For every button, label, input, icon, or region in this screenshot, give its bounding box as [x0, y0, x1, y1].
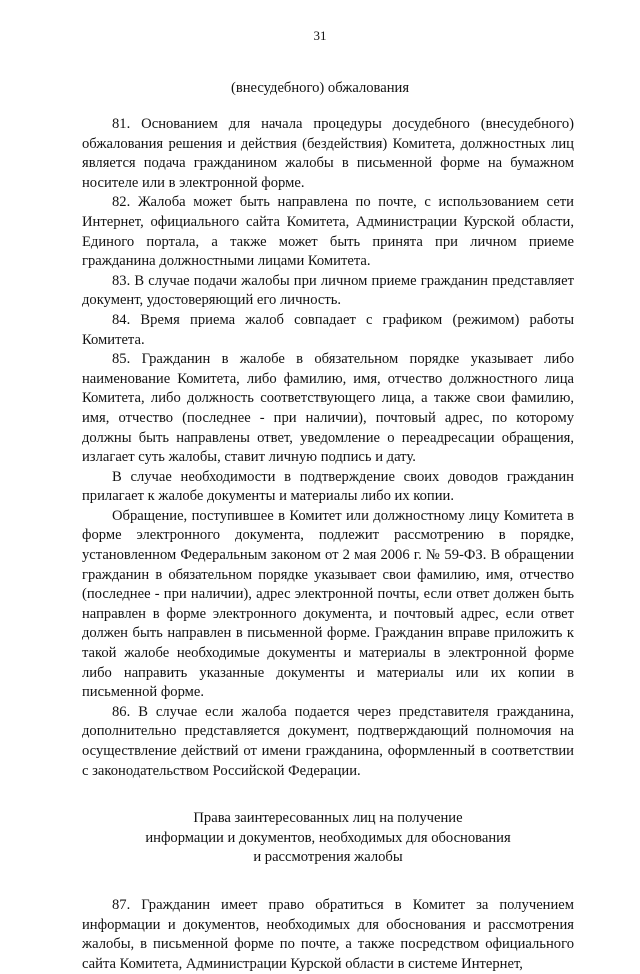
- paragraph-85-electronic-appeal: Обращение, поступившее в Комитет или должностному лицу Комитета в форме электронного документа, подлежит рассмотрению в порядке, установленном Федеральным законом от 2 мая 2006 г. № 59-ФЗ. В обращении гражданин в обязательном порядке указывает свои фамилию, имя, отчество (последнее - при наличии), адрес электронной почты, если ответ должен быть направлен в форме электронного документа, и почтовый адрес, если ответ должен быть направлен в письменной форме. Гражданин вправе приложить к такой жалобе необходимые документы и материалы в электронной форме либо направить указанные документы и материалы или их копии в письменной форме.: [82, 507, 574, 701]
- section-title: (внесудебного) обжалования: [230, 80, 410, 96]
- paragraph-87: 87. Гражданин имеет право обратиться в Комитет за получением информации и документов, необходимых для обоснования и рассмотрения жалобы, в письменной форме по почте, а также посредством официального сайта Комитета, Администрации Курской области в системе Интернет,: [82, 896, 574, 972]
- document-body: [82, 115, 574, 974]
- page-number: 31: [313, 28, 327, 43]
- paragraph-85: 85. Гражданин в жалобе в обязательном порядке указывает либо наименование Комитета, либо фамилию, имя, отчество должностного лица Комитета, либо должность соответствующего лица, а также свои фамилию, имя, отчество (последнее - при наличии), почтовый адрес, по которому должны быть направлены ответ, уведомление о переадресации обращения, излагает суть жалобы, ставит личную подпись и дату.: [82, 351, 574, 466]
- paragraph-81: 81. Основанием для начала процедуры досудебного (внесудебного) обжалования решения и действия (бездействия) Комитета, должностных лиц является подача гражданином жалобы в письменной форме на бумажном носителе или в электронной форме.: [82, 116, 574, 191]
- paragraph-85-supporting-docs: В случае необходимости в подтверждение своих доводов гражданин прилагает к жалобе документы и материалы либо их копии.: [82, 468, 574, 505]
- paragraph-84: 84. Время приема жалоб совпадает с графиком (режимом) работы Комитета.: [82, 311, 574, 348]
- subsection-heading: Права заинтересованных лиц на получение информации и документов, необходимых для обоснования и рассмотрения жалобы: [145, 810, 511, 866]
- paragraph-83: 83. В случае подачи жалобы при личном приеме гражданин представляет документ, удостоверяющий его личность.: [82, 272, 574, 309]
- paragraph-86: 86. В случае если жалоба подается через представителя гражданина, дополнительно представляется документ, подтверждающий полномочия на осуществление действий от имени гражданина, оформленный в соответствии с законодательством Российской Федерации.: [82, 703, 574, 779]
- paragraph-82: 82. Жалоба может быть направлена по почте, с использованием сети Интернет, официального сайта Комитета, Администрации Курской области, Единого портала, а также может быть принята при личном приеме гражданина должностными лицами Комитета.: [82, 194, 574, 270]
